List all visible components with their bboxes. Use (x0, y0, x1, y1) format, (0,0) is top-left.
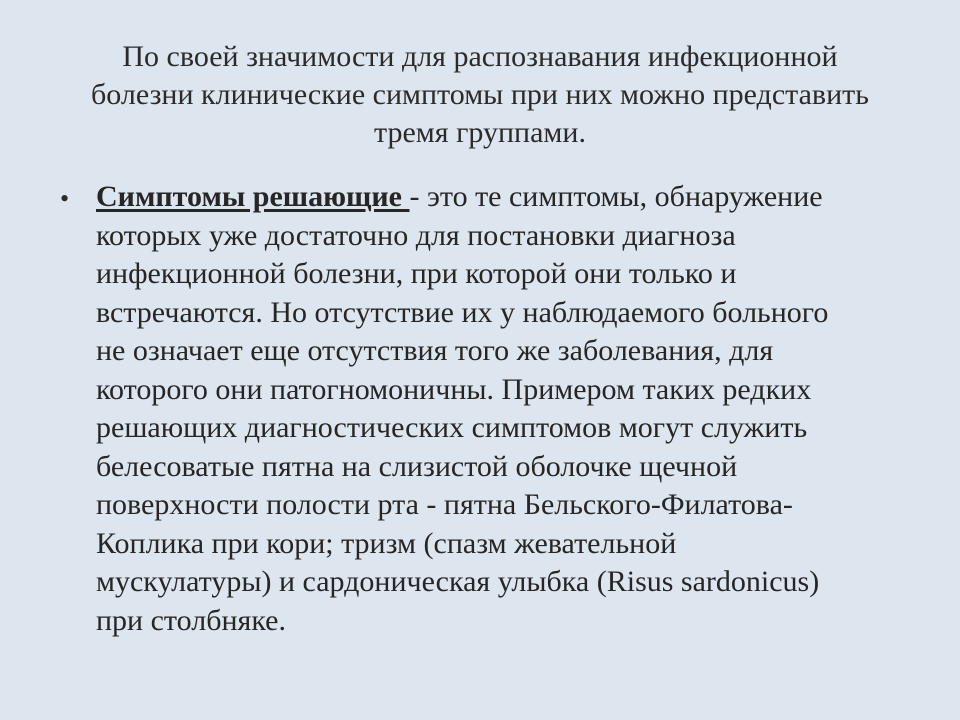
bullet-line: при столбняке. (96, 603, 286, 637)
bullet-marker: • (60, 184, 70, 213)
title-line-2: болезни клинические симптомы при них можно представить (91, 78, 869, 111)
bullet-line-1 (96, 178, 892, 217)
title-line-3: тремя группами. (374, 116, 586, 149)
bullet-line: поверхности полости рта - пятна Бельского-Филатова- (96, 488, 793, 521)
bullet-line: инфекционной болезни, при которой они только и (96, 257, 737, 290)
bullet-text (96, 178, 892, 640)
bullet-line: белесоватые пятна на слизистой оболочке щечной (96, 449, 738, 483)
bullet-line: которого они патогномоничны. Примером таких редких (96, 372, 812, 406)
title-line-1: По своей значимости для распознавания инфекционной (122, 40, 838, 73)
slide-title (60, 38, 900, 152)
bullet-line: встречаются. Но отсутствие их у наблюдаемого больного (96, 295, 829, 329)
bullet-line: мускулатуры) и сардоническая улыбка (Risus sardonicus) (96, 565, 820, 598)
bullet-term: Симптомы решающие (96, 180, 410, 213)
bullet-line: Коплика при кори; тризм (спазм жевательной (96, 526, 677, 560)
bullet-line: решающих диагностических симптомов могут служить (96, 411, 808, 444)
bullet-line: не означает еще отсутствия того же заболевания, для (96, 334, 774, 367)
bullet-line-1-rest: - это те симптомы, обнаружение (409, 180, 823, 213)
bullet-line: которых уже достаточно для постановки диагноза (96, 218, 736, 252)
